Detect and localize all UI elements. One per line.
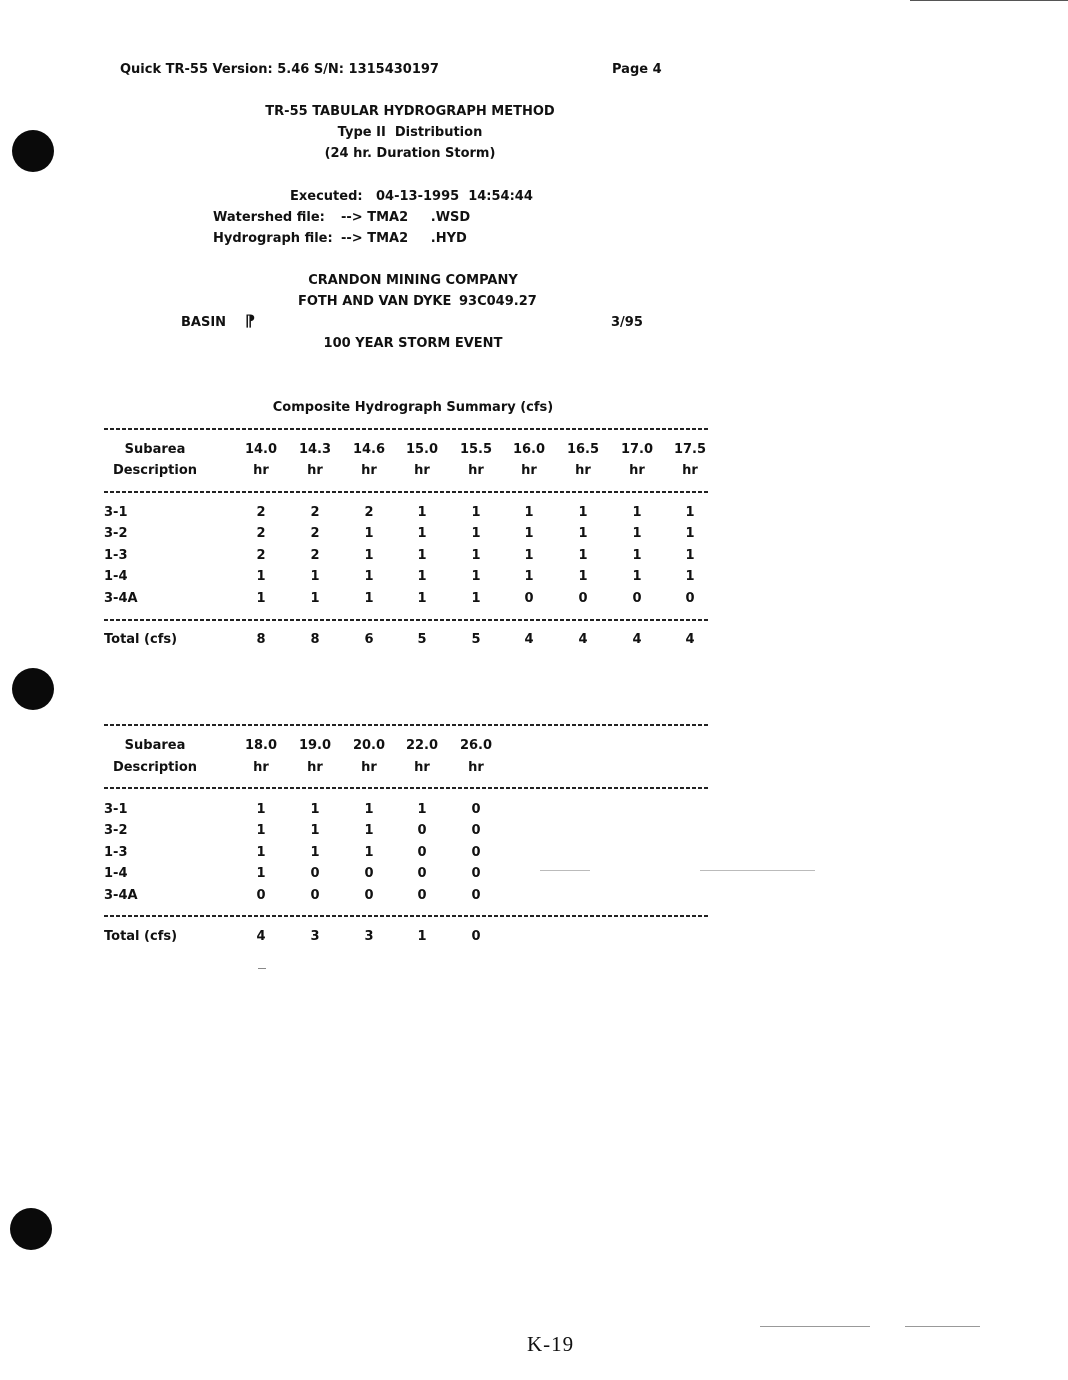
total-cell: 8 <box>310 632 320 647</box>
scan-speck <box>700 870 815 871</box>
table-cell: 1 <box>364 845 374 860</box>
table-cell: 1 <box>471 526 481 541</box>
watershed-value: --> TMA2 .WSD <box>341 210 471 225</box>
table-cell: 2 <box>256 548 266 563</box>
table-cell: 0 <box>417 866 427 881</box>
total-cell: 4 <box>524 632 534 647</box>
row-label-subarea: 1-4 <box>104 866 128 881</box>
column-header-unit: hr <box>361 760 377 775</box>
table-cell: 1 <box>632 505 642 520</box>
column-header-time: 16.0 <box>512 442 546 457</box>
storm-duration: (24 hr. Duration Storm) <box>324 146 496 161</box>
table-cell: 1 <box>417 802 427 817</box>
table-cell: 1 <box>632 548 642 563</box>
table-cell: 1 <box>524 526 534 541</box>
table-cell: 1 <box>471 569 481 584</box>
table-cell: 1 <box>310 591 320 606</box>
column-header-time: 18.0 <box>244 738 278 753</box>
column-header-unit: hr <box>253 463 269 478</box>
basin-label: BASIN <box>181 315 227 330</box>
table-cell: 0 <box>310 866 320 881</box>
table-cell: 1 <box>256 823 266 838</box>
table-cell: 0 <box>364 866 374 881</box>
total-cell: 4 <box>578 632 588 647</box>
summary-title: Composite Hydrograph Summary (cfs) <box>272 400 554 415</box>
punch-hole-middle <box>12 668 54 710</box>
column-header-time: 20.0 <box>352 738 386 753</box>
row-label-subarea: 3-4A <box>104 591 138 606</box>
table-cell: 1 <box>417 569 427 584</box>
total-cell: 8 <box>256 632 266 647</box>
description-header: Description <box>112 463 198 478</box>
column-header-unit: hr <box>468 760 484 775</box>
column-header-unit: hr <box>307 760 323 775</box>
table-cell: 1 <box>256 845 266 860</box>
column-header-unit: hr <box>682 463 698 478</box>
row-label-subarea: 3-2 <box>104 526 128 541</box>
table-cell: 1 <box>685 526 695 541</box>
column-header-time: 17.5 <box>673 442 707 457</box>
table-cell: 0 <box>471 845 481 860</box>
column-header-time: 22.0 <box>405 738 439 753</box>
column-header-unit: hr <box>629 463 645 478</box>
column-header-unit: hr <box>414 463 430 478</box>
table-cell: 0 <box>524 591 534 606</box>
table-cell: 0 <box>632 591 642 606</box>
table-cell: 1 <box>310 569 320 584</box>
column-header-time: 14.0 <box>244 442 278 457</box>
table-cell: 1 <box>310 823 320 838</box>
table-cell: 2 <box>310 505 320 520</box>
scan-speck <box>905 1326 980 1327</box>
total-cell: 3 <box>364 929 374 944</box>
row-label-subarea: 3-1 <box>104 802 128 817</box>
executed-label: Executed: <box>290 189 363 204</box>
total-cell: 3 <box>310 929 320 944</box>
table-cell: 1 <box>578 526 588 541</box>
table-cell: 0 <box>364 888 374 903</box>
scan-edge-line <box>910 0 1068 1</box>
table-cell: 1 <box>310 845 320 860</box>
column-header-time: 15.0 <box>405 442 439 457</box>
subarea-header: Subarea <box>124 442 186 457</box>
column-header-unit: hr <box>307 463 323 478</box>
row-label-subarea: 3-2 <box>104 823 128 838</box>
row-label-subarea: 1-3 <box>104 548 128 563</box>
column-header-unit: hr <box>361 463 377 478</box>
version-line: Quick TR-55 Version: 5.46 S/N: 1315430197 <box>120 62 439 77</box>
basin-mark: ⁋ <box>245 311 256 330</box>
description-header: Description <box>112 760 198 775</box>
company-name: CRANDON MINING COMPANY <box>308 273 518 288</box>
table-cell: 1 <box>578 569 588 584</box>
table-cell: 1 <box>256 802 266 817</box>
row-label-subarea: 1-4 <box>104 569 128 584</box>
table-cell: 2 <box>364 505 374 520</box>
table-cell: 1 <box>685 505 695 520</box>
table-cell: 1 <box>364 591 374 606</box>
total-cell: 0 <box>471 929 481 944</box>
table-cell: 1 <box>364 802 374 817</box>
column-header-unit: hr <box>414 760 430 775</box>
total-label: Total (cfs) <box>104 632 178 647</box>
total-cell: 5 <box>471 632 481 647</box>
table-cell: 1 <box>471 591 481 606</box>
scan-speck <box>540 870 590 871</box>
column-header-unit: hr <box>521 463 537 478</box>
table-cell: 1 <box>578 505 588 520</box>
table-cell: 1 <box>685 569 695 584</box>
total-cell: 4 <box>632 632 642 647</box>
column-header-time: 17.0 <box>620 442 654 457</box>
table-cell: 1 <box>256 591 266 606</box>
hydrograph-label: Hydrograph file: <box>213 231 333 246</box>
subarea-header: Subarea <box>124 738 186 753</box>
column-header-unit: hr <box>468 463 484 478</box>
report-date: 3/95 <box>611 315 643 330</box>
table-cell: 0 <box>417 823 427 838</box>
page-number: Page 4 <box>612 62 662 77</box>
table-cell: 1 <box>524 505 534 520</box>
total-cell: 5 <box>417 632 427 647</box>
table-divider <box>104 619 710 621</box>
table-cell: 1 <box>364 823 374 838</box>
table-cell: 0 <box>417 845 427 860</box>
total-cell: 4 <box>256 929 266 944</box>
watershed-label: Watershed file: <box>213 210 325 225</box>
table-cell: 2 <box>310 526 320 541</box>
scan-speck <box>258 968 266 969</box>
table-cell: 1 <box>524 548 534 563</box>
column-header-time: 15.5 <box>459 442 493 457</box>
table-cell: 1 <box>471 548 481 563</box>
storm-event: 100 YEAR STORM EVENT <box>323 336 503 351</box>
table-divider <box>104 724 710 726</box>
table-cell: 0 <box>417 888 427 903</box>
table-cell: 1 <box>417 526 427 541</box>
hydrograph-value: --> TMA2 .HYD <box>341 231 467 246</box>
table-cell: 1 <box>524 569 534 584</box>
table-cell: 0 <box>685 591 695 606</box>
distribution-type: Type II Distribution <box>337 125 483 140</box>
table-cell: 1 <box>685 548 695 563</box>
column-header-time: 26.0 <box>459 738 493 753</box>
total-cell: 4 <box>685 632 695 647</box>
table-cell: 1 <box>471 505 481 520</box>
table-cell: 1 <box>310 802 320 817</box>
scan-speck <box>760 1326 870 1327</box>
table-cell: 0 <box>471 802 481 817</box>
total-label: Total (cfs) <box>104 929 178 944</box>
table-cell: 0 <box>578 591 588 606</box>
table-cell: 0 <box>471 823 481 838</box>
table-cell: 1 <box>256 569 266 584</box>
table-cell: 1 <box>578 548 588 563</box>
column-header-time: 14.3 <box>298 442 332 457</box>
total-cell: 1 <box>417 929 427 944</box>
executed-value: 04-13-1995 14:54:44 <box>376 189 533 204</box>
row-label-subarea: 3-1 <box>104 505 128 520</box>
column-header-unit: hr <box>253 760 269 775</box>
table-cell: 0 <box>256 888 266 903</box>
row-label-subarea: 1-3 <box>104 845 128 860</box>
column-header-time: 19.0 <box>298 738 332 753</box>
table-cell: 1 <box>364 548 374 563</box>
job-number: 93C049.27 <box>459 294 537 309</box>
table-cell: 0 <box>310 888 320 903</box>
column-header-time: 14.6 <box>352 442 386 457</box>
table-cell: 1 <box>364 526 374 541</box>
report-title: TR-55 TABULAR HYDROGRAPH METHOD <box>265 104 555 119</box>
table-cell: 2 <box>310 548 320 563</box>
punch-hole-bottom <box>10 1208 52 1250</box>
table-cell: 1 <box>364 569 374 584</box>
table-cell: 0 <box>471 888 481 903</box>
table-cell: 2 <box>256 526 266 541</box>
table-cell: 1 <box>256 866 266 881</box>
table-divider <box>104 915 710 917</box>
row-label-subarea: 3-4A <box>104 888 138 903</box>
table-divider <box>104 491 710 493</box>
table-cell: 1 <box>632 569 642 584</box>
table-divider <box>104 787 710 789</box>
punch-hole-top <box>12 130 54 172</box>
table-cell: 1 <box>417 591 427 606</box>
firm-name: FOTH AND VAN DYKE <box>298 294 452 309</box>
table-cell: 1 <box>632 526 642 541</box>
table-cell: 0 <box>471 866 481 881</box>
total-cell: 6 <box>364 632 374 647</box>
column-header-unit: hr <box>575 463 591 478</box>
column-header-time: 16.5 <box>566 442 600 457</box>
page-footer: K-19 <box>527 1332 575 1356</box>
table-cell: 2 <box>256 505 266 520</box>
table-cell: 1 <box>417 548 427 563</box>
table-cell: 1 <box>417 505 427 520</box>
table-divider <box>104 428 710 430</box>
